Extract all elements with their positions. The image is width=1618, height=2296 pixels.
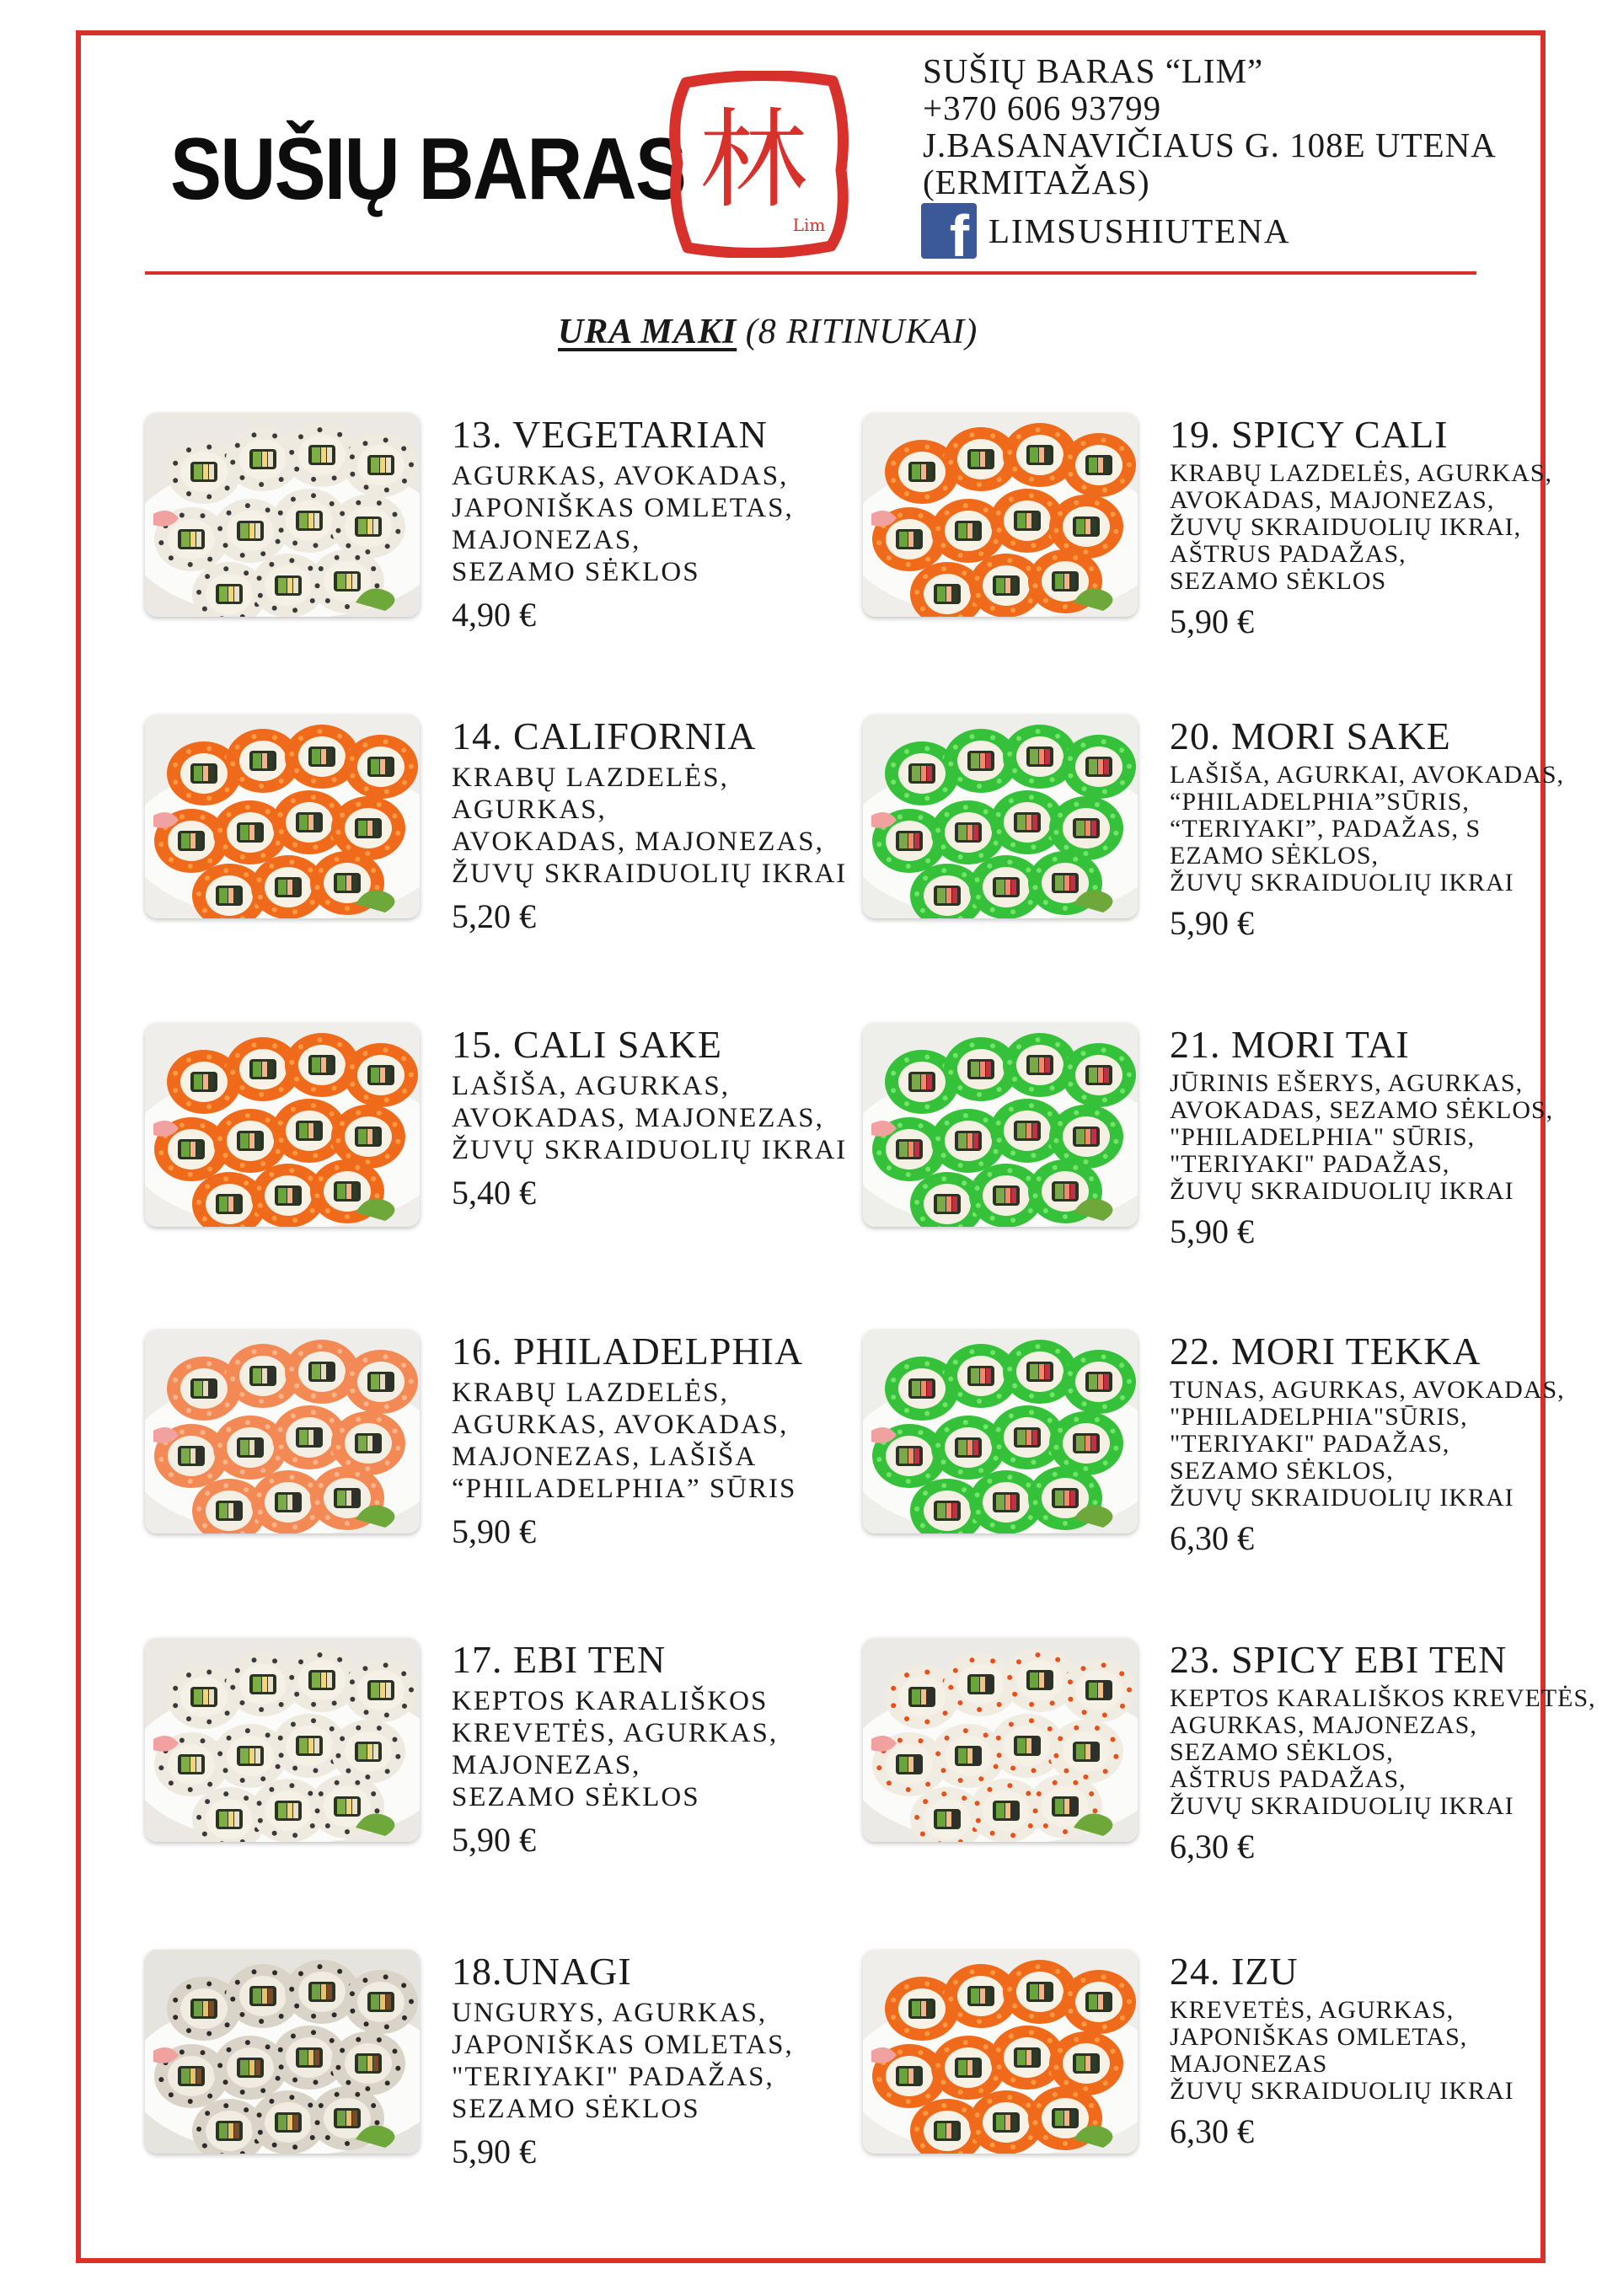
ingredient-line: ŽUVŲ SKRAIDUOLIŲ IKRAI — [1170, 869, 1514, 896]
menu-item-name: 16. PHILADELPHIA — [452, 1330, 804, 1373]
ingredient-line: "PHILADELPHIA" SŪRIS, — [1170, 1123, 1476, 1151]
menu-item — [863, 714, 1588, 967]
ingredient-line: “TERIYAKI”, PADAŽAS, S — [1170, 815, 1481, 843]
menu-item-name: 15. CALI SAKE — [452, 1023, 722, 1066]
ingredient-line: AVOKADAS, MAJONEZAS, — [452, 1103, 824, 1133]
contact-phone: +370 606 93799 — [923, 88, 1162, 127]
menu-item-price: 6,30 € — [1170, 1828, 1254, 1865]
menu-item — [863, 1023, 1588, 1276]
ingredient-line: "TERIYAKI" PADAŽAS, — [1170, 1430, 1450, 1458]
menu-item-ingredients — [452, 1997, 794, 2125]
menu-item-text — [1170, 714, 1564, 944]
sushi-photo — [863, 1638, 1138, 1842]
menu-item — [863, 1330, 1588, 1582]
menu-item-text — [1170, 1330, 1565, 1559]
ingredient-line: "TERIYAKI" PADAŽAS, — [452, 2062, 774, 2092]
lim-logo-seal — [667, 71, 851, 258]
brand-title: SUŠIŲ BARAS — [170, 120, 686, 218]
ingredient-line: SEZAMO SĖKLOS — [1170, 567, 1387, 595]
contact-block — [923, 52, 1497, 201]
ingredient-line: ŽUVŲ SKRAIDUOLIŲ IKRAI — [452, 859, 848, 889]
menu-item-text — [452, 714, 847, 937]
ingredient-line: SEZAMO SĖKLOS — [452, 557, 700, 587]
menu-item-text — [1170, 413, 1552, 642]
menu-item-price: 5,90 € — [1170, 1212, 1254, 1250]
menu-item-ingredients — [1170, 1377, 1565, 1512]
menu-item-text — [1170, 1638, 1596, 1867]
ingredient-line: "TERIYAKI" PADAŽAS, — [1170, 1150, 1450, 1178]
ingredient-line: ŽUVŲ SKRAIDUOLIŲ IKRAI — [1170, 1177, 1514, 1205]
ingredient-line: MAJONEZAS — [1170, 2050, 1328, 2078]
ingredient-line: AVOKADAS, MAJONEZAS, — [1170, 486, 1495, 514]
ingredient-line: TUNAS, AGURKAS, AVOKADAS, — [1170, 1376, 1565, 1404]
ingredient-line: MAJONEZAS, — [452, 1750, 641, 1780]
menu-item-price: 5,20 € — [452, 897, 536, 935]
menu-item-name: 18.UNAGI — [452, 1950, 632, 1993]
menu-item-ingredients — [1170, 1997, 1514, 2105]
contact-venue: (ERMITAŽAS) — [923, 163, 1150, 201]
ingredient-line: KRABŲ LAZDELĖS, — [452, 1378, 729, 1408]
ingredient-line: AGURKAS, AVOKADAS, — [452, 461, 789, 491]
menu-item-price: 5,40 € — [452, 1174, 536, 1212]
ingredient-line: AGURKAS, MAJONEZAS, — [1170, 1711, 1477, 1739]
ingredient-line: AGURKAS, — [452, 795, 607, 825]
svg-text:林: 林 — [699, 98, 808, 223]
menu-item-ingredients — [452, 1377, 803, 1505]
menu-item-price: 6,30 € — [1170, 1519, 1254, 1557]
ingredient-line: “PHILADELPHIA”SŪRIS, — [1170, 788, 1470, 816]
sushi-photo — [145, 1023, 420, 1227]
ingredient-line: AVOKADAS, MAJONEZAS, — [452, 827, 824, 857]
ingredient-line: JAPONIŠKAS OMLETAS, — [1170, 2023, 1468, 2051]
menu-item-name: 13. VEGETARIAN — [452, 413, 768, 456]
menu-item-name: 17. EBI TEN — [452, 1638, 667, 1681]
ingredient-line: JAPONIŠKAS OMLETAS, — [452, 2030, 794, 2060]
facebook-handle: LIMSUSHIUTENA — [988, 211, 1291, 250]
menu-item-text — [1170, 1950, 1514, 2152]
menu-item — [863, 1638, 1596, 1891]
ingredient-line: EZAMO SĖKLOS, — [1170, 842, 1380, 870]
sushi-photo — [145, 1638, 420, 1842]
ingredient-line: KRABŲ LAZDELĖS, — [452, 763, 729, 793]
ingredient-line: JŪRINIS EŠERYS, AGURKAS, — [1170, 1069, 1524, 1097]
contact-name: SUŠIŲ BARAS “LIM” — [923, 51, 1264, 90]
ingredient-line: SEZAMO SĖKLOS, — [1170, 1457, 1394, 1485]
facebook-link[interactable] — [921, 203, 1291, 259]
menu-item-name: 20. MORI SAKE — [1170, 714, 1451, 757]
ingredient-line: AVOKADAS, SEZAMO SĖKLOS, — [1170, 1096, 1554, 1124]
menu-item-text — [452, 1950, 794, 2172]
menu-item-name: 19. SPICY CALI — [1170, 413, 1449, 456]
ingredient-line: KRABŲ LAZDELĖS, AGURKAS, — [1170, 459, 1553, 487]
contact-address: J.BASANAVIČIAUS G. 108E UTENA — [923, 126, 1497, 164]
ingredient-line: JAPONIŠKAS OMLETAS, — [452, 493, 794, 523]
sushi-photo — [145, 1950, 420, 2154]
menu-item-price: 6,30 € — [1170, 2112, 1254, 2150]
menu-item-price: 5,90 € — [452, 1821, 536, 1859]
menu-item-text — [452, 1638, 778, 1860]
sushi-photo — [145, 714, 420, 918]
menu-item-price: 4,90 € — [452, 596, 536, 634]
menu-item — [145, 1023, 870, 1276]
ingredient-line: AŠTRUS PADAŽAS, — [1170, 1765, 1406, 1793]
menu-item-name: 14. CALIFORNIA — [452, 714, 757, 757]
sushi-photo — [863, 1950, 1138, 2154]
sushi-photo — [863, 1330, 1138, 1533]
menu-item-ingredients — [1170, 1685, 1596, 1820]
menu-item — [145, 1330, 870, 1582]
menu-item-price: 5,90 € — [452, 2133, 536, 2170]
menu-item-text — [452, 1023, 847, 1213]
section-subtitle: (8 RITINUKAI) — [745, 313, 978, 351]
ingredient-line: UNGURYS, AGURKAS, — [452, 1998, 768, 2028]
menu-item-ingredients — [452, 762, 847, 890]
menu-item-price: 5,90 € — [1170, 904, 1254, 942]
section-title-main: URA MAKI — [558, 313, 737, 351]
svg-text:Lim: Lim — [792, 215, 826, 235]
ingredient-line: AGURKAS, AVOKADAS, — [452, 1410, 789, 1440]
ingredient-line: KEPTOS KARALIŠKOS KREVETĖS, — [1170, 1684, 1596, 1712]
ingredient-line: ŽUVŲ SKRAIDUOLIŲ IKRAI — [1170, 1484, 1514, 1512]
menu-item — [145, 714, 870, 967]
ingredient-line: SEZAMO SĖKLOS — [452, 1782, 700, 1812]
ingredient-line: SEZAMO SĖKLOS — [452, 2094, 700, 2124]
menu-item — [145, 1950, 870, 2202]
sushi-photo — [863, 413, 1138, 617]
ingredient-line: KREVETĖS, AGURKAS, — [452, 1718, 779, 1748]
section-title — [558, 312, 978, 352]
menu-item — [145, 1638, 870, 1891]
ingredient-line: ŽUVŲ SKRAIDUOLIŲ IKRAI, — [1170, 513, 1522, 541]
ingredient-line: KEPTOS KARALIŠKOS — [452, 1686, 769, 1716]
menu-item-name: 24. IZU — [1170, 1950, 1299, 1993]
menu-item-name: 22. MORI TEKKA — [1170, 1330, 1481, 1373]
ingredient-line: ŽUVŲ SKRAIDUOLIŲ IKRAI — [452, 1135, 848, 1165]
menu-item-ingredients — [452, 460, 794, 588]
ingredient-line: ŽUVŲ SKRAIDUOLIŲ IKRAI — [1170, 2077, 1514, 2105]
facebook-icon: f — [921, 203, 977, 259]
menu-item — [145, 413, 870, 666]
ingredient-line: AŠTRUS PADAŽAS, — [1170, 540, 1406, 568]
sushi-photo — [863, 714, 1138, 918]
header-divider — [145, 271, 1476, 275]
menu-item — [863, 413, 1588, 666]
ingredient-line: LAŠIŠA, AGURKAI, AVOKADAS, — [1170, 761, 1565, 789]
ingredient-line: SEZAMO SĖKLOS, — [1170, 1738, 1394, 1766]
ingredient-line: “PHILADELPHIA” SŪRIS — [452, 1474, 797, 1504]
menu-item-price: 5,90 € — [452, 1512, 536, 1550]
menu-item-ingredients — [452, 1685, 778, 1813]
menu-item-text — [1170, 1023, 1553, 1252]
ingredient-line: "PHILADELPHIA"SŪRIS, — [1170, 1403, 1468, 1431]
ingredient-line: KREVETĖS, AGURKAS, — [1170, 1996, 1455, 2024]
menu-item-ingredients — [1170, 762, 1564, 896]
menu-item-name: 23. SPICY EBI TEN — [1170, 1638, 1508, 1681]
menu-item-name: 21. MORI TAI — [1170, 1023, 1410, 1066]
ingredient-line: MAJONEZAS, — [452, 525, 641, 555]
sushi-photo — [145, 413, 420, 617]
menu-item-ingredients — [1170, 460, 1552, 595]
menu-item-text — [452, 1330, 803, 1552]
ingredient-line: ŽUVŲ SKRAIDUOLIŲ IKRAI — [1170, 1792, 1514, 1820]
menu-item-price: 5,90 € — [1170, 602, 1254, 640]
ingredient-line: MAJONEZAS, LAŠIŠA — [452, 1442, 758, 1472]
sushi-photo — [145, 1330, 420, 1533]
menu-item-text — [452, 413, 794, 635]
ingredient-line: LAŠIŠA, AGURKAS, — [452, 1071, 730, 1101]
menu-item-ingredients — [1170, 1070, 1553, 1205]
sushi-photo — [863, 1023, 1138, 1227]
menu-item — [863, 1950, 1588, 2202]
menu-item-ingredients — [452, 1070, 847, 1166]
